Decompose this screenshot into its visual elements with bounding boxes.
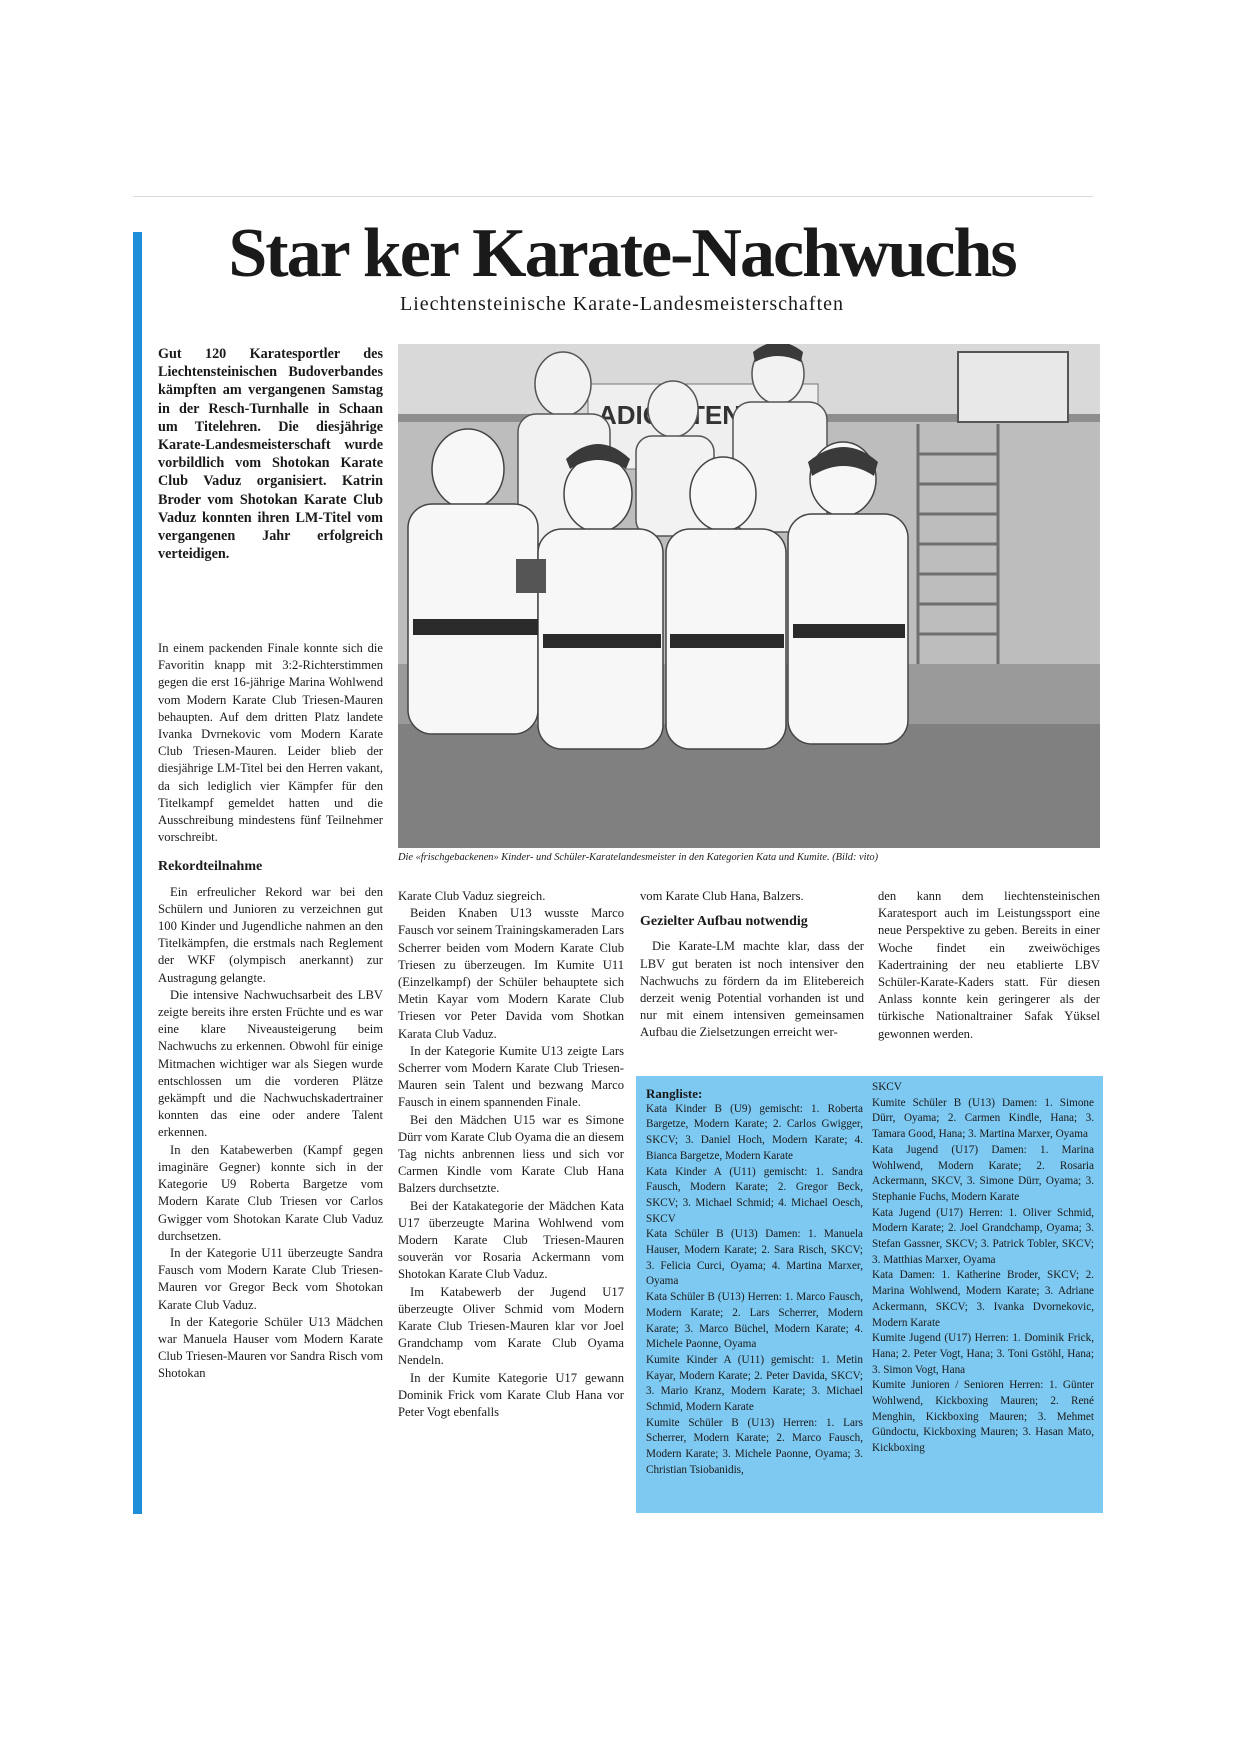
- article-column-3: [640, 888, 864, 1042]
- article-column-4: [878, 888, 1100, 1043]
- body-paragraph: Ein erfreulicher Rekord war bei den Schülern und Junioren zu verzeichnen gut 100 Kinder und Jugendliche nahmen an den Titelkämpfen, die erstmals nach Reglement der WKF (olympisch anerkannt) zur Austragung gelangte.: [158, 884, 383, 985]
- subtitle: Liechtensteinische Karate-Landesmeisterschaften: [399, 293, 845, 315]
- article-column-1: [158, 640, 383, 1383]
- body-paragraph: Beiden Knaben U13 wusste Marco Fausch vor seinem Trainingskameraden Lars Scherrer beiden vom Modern Karate Club Triesen zu überzeugen. Im Kumite U11 (Einzelkampf) der Schüler behauptete sich Metin Kayar vom Modern Karate Club Triesen vor Peter Davida vom Shotkan Karata Club Vaduz.: [398, 906, 624, 1041]
- headline: Star ker Karate-Nachwuchs: [228, 215, 1016, 292]
- body-paragraph: In der Kategorie U11 überzeugte Sandra Fausch vom Modern Karate Club Triesen-Mauren vor Gregor Beck vom Shotokan Karate Club Vaduz.: [158, 1245, 383, 1312]
- banner-sign-text: ADIO HTEN: [598, 400, 741, 430]
- body-paragraph: In der Kategorie Kumite U13 zeigte Lars Scherrer vom Modern Karate Club Triesen-Mauren sein Talent und bezwang Marco Fausch in einem spannenden Finale.: [398, 1043, 624, 1110]
- ranking-entry: Kata Schüler B (U13) Damen: 1. Manuela Hauser, Modern Karate; 2. Sara Risch, SKCV; 3. Felicia Curci, Oyama; 4. Martina Marxer, Oyama: [646, 1228, 863, 1288]
- body-paragraph: In einem packenden Finale konnte sich die Favoritin knapp mit 3:2-Richterstimmen gegen die erst 16-jährige Marina Wohlwend vom Modern Karate Club Triesen-Mauren behaupten. Auf dem dritten Platz landete Ivanka Dvrnekovic vom Modern Karate Club Triesen-Mauren. Leider blieb der diesjährige LM-Titel bei den Herren vakant, da sich lediglich vier Kämpfer für den Titelkampf gemeldet hatten und die Ausschreibung mindestens fünf Teilnehmer vorschreibt.: [158, 641, 383, 845]
- body-paragraph: In den Katabewerben (Kampf gegen imaginäre Gegner) konnte sich in der Kategorie U9 Roberta Bargetze vom Modern Karate Club Triesen vor Carlos Gwigger vom Shotokan Karate Club Vaduz durchsetzen.: [158, 1142, 383, 1243]
- top-rule: [133, 196, 1093, 197]
- ranking-entry: Kata Jugend (U17) Damen: 1. Marina Wohlwend, Modern Karate; 2. Rosaria Ackermann, SKCV, 3. Simone Dürr, Oyama; 3. Stephanie Fuchs, Modern Karate: [872, 1143, 1094, 1203]
- photo-caption: Die «frischgebackenen» Kinder- und Schüler-Karatelandesmeister in den Kategorien Kata und Kumite. (Bild: vito): [398, 852, 879, 863]
- ranking-title: Rangliste:: [646, 1086, 703, 1101]
- ranking-entry: Kata Kinder B (U9) gemischt: 1. Roberta Bargetze, Modern Karate; 2. Carlos Gwigger, SKCV; 3. Daniel Hoch, Modern Karate; 4. Bianca Bargetze, Modern Karate: [646, 1102, 863, 1162]
- body-paragraph: In der Kategorie Schüler U13 Mädchen war Manuela Hauser vom Modern Karate Club Triesen-Mauren vor Sandra Risch vom Shotokan: [158, 1314, 383, 1381]
- ranking-column-left: [646, 1086, 863, 1479]
- body-paragraph: Bei der Katakategorie der Mädchen Kata U17 überzeugte Marina Wohlwend vom Modern Karate Club Triesen-Mauren souverän vor Rosaria Ackermann vom Shotokan Karate Club Vaduz.: [398, 1198, 624, 1282]
- ranking-column-right: [872, 1080, 1094, 1457]
- lead-paragraph: Gut 120 Karatesportler des Liechtensteinischen Budoverbandes kämpften am vergangenen Samstag in der Resch-Turnhalle in Schaan um Titelehren. Die diesjährige Karate-Landesmeisterschaft wurde vorbildlich vom Shotokan Karate Club Vaduz organisiert. Katrin Broder vom Shotokan Karate Club Vaduz konnten ihren LM-Titel vom vergangenen Jahr erfolgreich verteidigen.: [158, 346, 383, 563]
- body-paragraph: Im Katabewerb der Jugend U17 überzeugte Oliver Schmid vom Modern Karate Club Triesen-Mauren klar vor Joel Grandchamp vom Karate Club Oyama Nendeln.: [398, 1284, 624, 1368]
- ranking-entry: Kumite Schüler B (U13) Damen: 1. Simone Dürr, Oyama; 2. Carmen Kindle, Hana; 3. Tamara Good, Hana; 3. Martina Marxer, Oyama: [872, 1096, 1094, 1141]
- group-photo-image: [398, 344, 1100, 848]
- body-paragraph: vom Karate Club Hana, Balzers.: [640, 889, 804, 903]
- ranking-entry: SKCV: [872, 1081, 902, 1093]
- body-paragraph: Bei den Mädchen U15 war es Simone Dürr vom Karate Club Oyama die an diesem Tag nichts anbrennen liess und sich vor Carmen Kindle vom Karate Club Hana Balzers durchsetzte.: [398, 1112, 624, 1196]
- section-heading-rekord: Rekordteilnahme: [158, 859, 263, 875]
- body-paragraph: In der Kumite Kategorie U17 gewann Dominik Frick vom Karate Club Hana vor Peter Vogt ebenfalls: [398, 1370, 624, 1420]
- body-paragraph: den kann dem liechtensteinischen Karatesport auch im Leistungssport eine neue Perspektive zu geben. Bereits in einer Woche findet ein zweiwöchiges Kadertraining der neu etablierte LBV Schüler-Karate-Kaders statt. Für diesen Anlass konnte kein geringerer als der türkische Nationaltrainer Safak Yüksel gewonnen werden.: [878, 889, 1100, 1041]
- body-paragraph: Die Karate-LM machte klar, dass der LBV gut beraten ist noch intensiver den Nachwuchs zu fördern da im Elitebereich derzeit wenig Potential vorhanden ist und nur mit einem intensiven gemeinsamen Aufbau die Zielsetzungen erreicht wer-: [640, 939, 864, 1040]
- body-paragraph: Karate Club Vaduz siegreich.: [398, 889, 546, 903]
- ranking-entry: Kumite Kinder A (U11) gemischt: 1. Metin Kayar, Modern Karate; 2. Peter Davida, SKCV; 3. Mario Kranz, Modern Karate; 3. Michael Schmid, Modern Karate: [646, 1353, 863, 1414]
- group-photo: [398, 344, 1100, 848]
- ranking-box: [636, 1076, 1103, 1513]
- body-paragraph: Die intensive Nachwuchsarbeit des LBV zeigte bereits ihre ersten Früchte und es war eine klare Niveausteigerung beim Nachwuchs zu erkennen. Obwohl für einige Mitmachen wichtiger war als Siegen wurde entschlossen um die vorderen Plätze gekämpft und die Nachwuchskadertrainer konnten das eine oder andere Talent erkennen.: [158, 987, 383, 1140]
- ranking-entry: Kata Jugend (U17) Herren: 1. Oliver Schmid, Modern Karate; 2. Joel Grandchamp, Oyama; 3. Stefan Gassner, SKCV; 3. Patrick Tobler, SKCV; 3. Matthias Marxer, Oyama: [872, 1206, 1094, 1266]
- article-column-2: [398, 888, 624, 1421]
- ranking-entry: Kumite Jugend (U17) Herren: 1. Dominik Frick, Hana; 2. Peter Vogt, Hana; 3. Toni Gstöhl, Hana; 3. Simon Vogt, Hana: [872, 1332, 1094, 1376]
- accent-bar: [133, 232, 142, 1514]
- ranking-entry: Kata Kinder A (U11) gemischt: 1. Sandra Fausch, Modern Karate; 2. Gregor Beck, SKCV; 3. Michael Schmid; 4. Michael Oesch, SKCV: [646, 1165, 863, 1225]
- section-heading-aufbau: Gezielter Aufbau notwendig: [640, 914, 808, 930]
- ranking-entry: Kata Schüler B (U13) Herren: 1. Marco Fausch, Modern Karate; 2. Lars Scherrer, Modern Karate; 3. Marco Büchel, Modern Karate; 4. Michele Paonne, Oyama: [646, 1291, 863, 1351]
- ranking-entry: Kata Damen: 1. Katherine Broder, SKCV; 2. Marina Wohlwend, Modern Karate; 3. Adriane Ackermann, SKCV; 3. Ivanka Dvornekovic, Modern Karate: [872, 1269, 1094, 1329]
- ranking-entry: Kumite Junioren / Senioren Herren: 1. Günter Wohlwend, Kickboxing Mauren; 2. René Menghin, Kickboxing Mauren; 3. Mehmet Gündoctu, Kickboxing Mauren; 3. Hasan Mato, Kickboxing: [872, 1379, 1094, 1455]
- ranking-entry: Kumite Schüler B (U13) Herren: 1. Lars Scherrer, Modern Karate; 2. Marco Fausch, Modern Karate; 3. Michele Paonne, Oyama; 3. Christian Tsiobanidis,: [646, 1416, 863, 1476]
